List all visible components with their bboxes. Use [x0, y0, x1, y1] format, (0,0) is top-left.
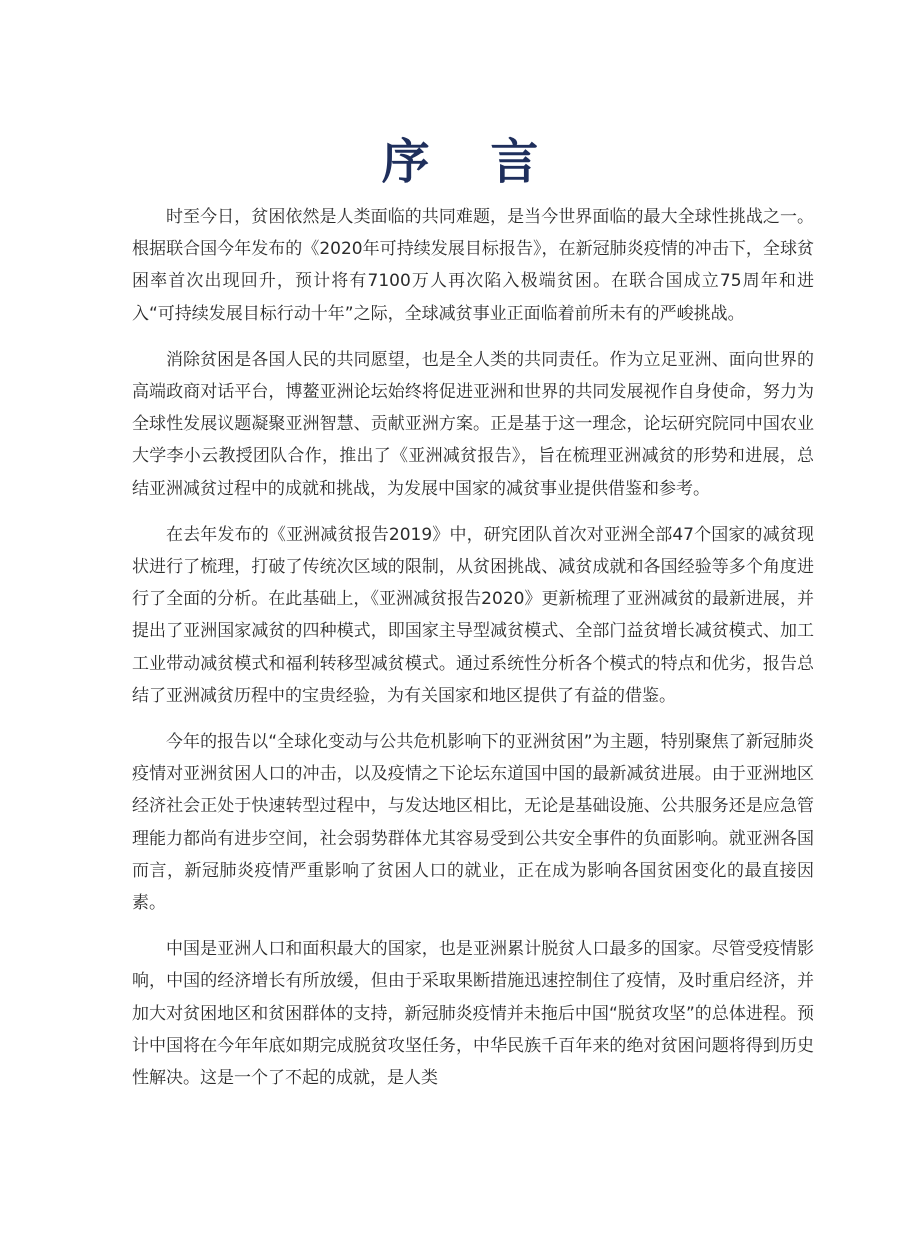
paragraph-4: 今年的报告以“全球化变动与公共危机影响下的亚洲贫困”为主题，特别聚焦了新冠肺炎疫情对亚洲贫困人口的冲击，以及疫情之下论坛东道国中国的最新减贫进展。由于亚洲地区经济社会正处于快速转型过程中，与发达地区相比，无论是基础设施、公共服务还是应急管理能力都尚有进步空间，社会弱势群体尤其容易受到公共安全事件的负面影响。就亚洲各国而言，新冠肺炎疫情严重影响了贫困人口的就业，正在成为影响各国贫困变化的最直接因素。 — [132, 732, 814, 914]
preface-body — [132, 201, 814, 1108]
paragraph-5: 中国是亚洲人口和面积最大的国家，也是亚洲累计脱贫人口最多的国家。尽管受疫情影响，中国的经济增长有所放缓，但由于采取果断措施迅速控制住了疫情，及时重启经济，并加大对贫困地区和贫困群体的支持，新冠肺炎疫情并未拖后中国“脱贫攻坚”的总体进程。预计中国将在今年年底如期完成脱贫攻坚任务，中华民族千百年来的绝对贫困问题将得到历史性解决。这是一个了不起的成就，是人类 — [132, 939, 814, 1089]
paragraph-3: 在去年发布的《亚洲减贫报告2019》中，研究团队首次对亚洲全部47个国家的减贫现状进行了梳理，打破了传统次区域的限制，从贫困挑战、减贫成就和各国经验等多个角度进行了全面的分析。在此基础上，《亚洲减贫报告2020》更新梳理了亚洲减贫的最新进展，并提出了亚洲国家减贫的四种模式，即国家主导型减贫模式、全部门益贫增长减贫模式、加工工业带动减贫模式和福利转移型减贫模式。通过系统性分析各个模式的特点和优劣，报告总结了亚洲减贫历程中的宝贵经验，为有关国家和地区提供了有益的借鉴。 — [132, 524, 814, 706]
page-title: 序 言 — [381, 134, 561, 191]
paragraph-2: 消除贫困是各国人民的共同愿望，也是全人类的共同责任。作为立足亚洲、面向世界的高端政商对话平台，博鳌亚洲论坛始终将促进亚洲和世界的共同发展视作自身使命，努力为全球性发展议题凝聚亚洲智慧、贡献亚洲方案。正是基于这一理念，论坛研究院同中国农业大学李小云教授团队合作，推出了《亚洲减贫报告》，旨在梳理亚洲减贫的形势和进展，总结亚洲减贫过程中的成就和挑战，为发展中国家的减贫事业提供借鉴和参考。 — [132, 349, 814, 499]
paragraph-1: 时至今日，贫困依然是人类面临的共同难题，是当今世界面临的最大全球性挑战之一。根据联合国今年发布的《2020年可持续发展目标报告》，在新冠肺炎疫情的冲击下，全球贫困率首次出现回升，预计将有7100万人再次陷入极端贫困。在联合国成立75周年和进入“可持续发展目标行动十年”之际，全球减贫事业正面临着前所未有的严峻挑战。 — [132, 207, 814, 324]
